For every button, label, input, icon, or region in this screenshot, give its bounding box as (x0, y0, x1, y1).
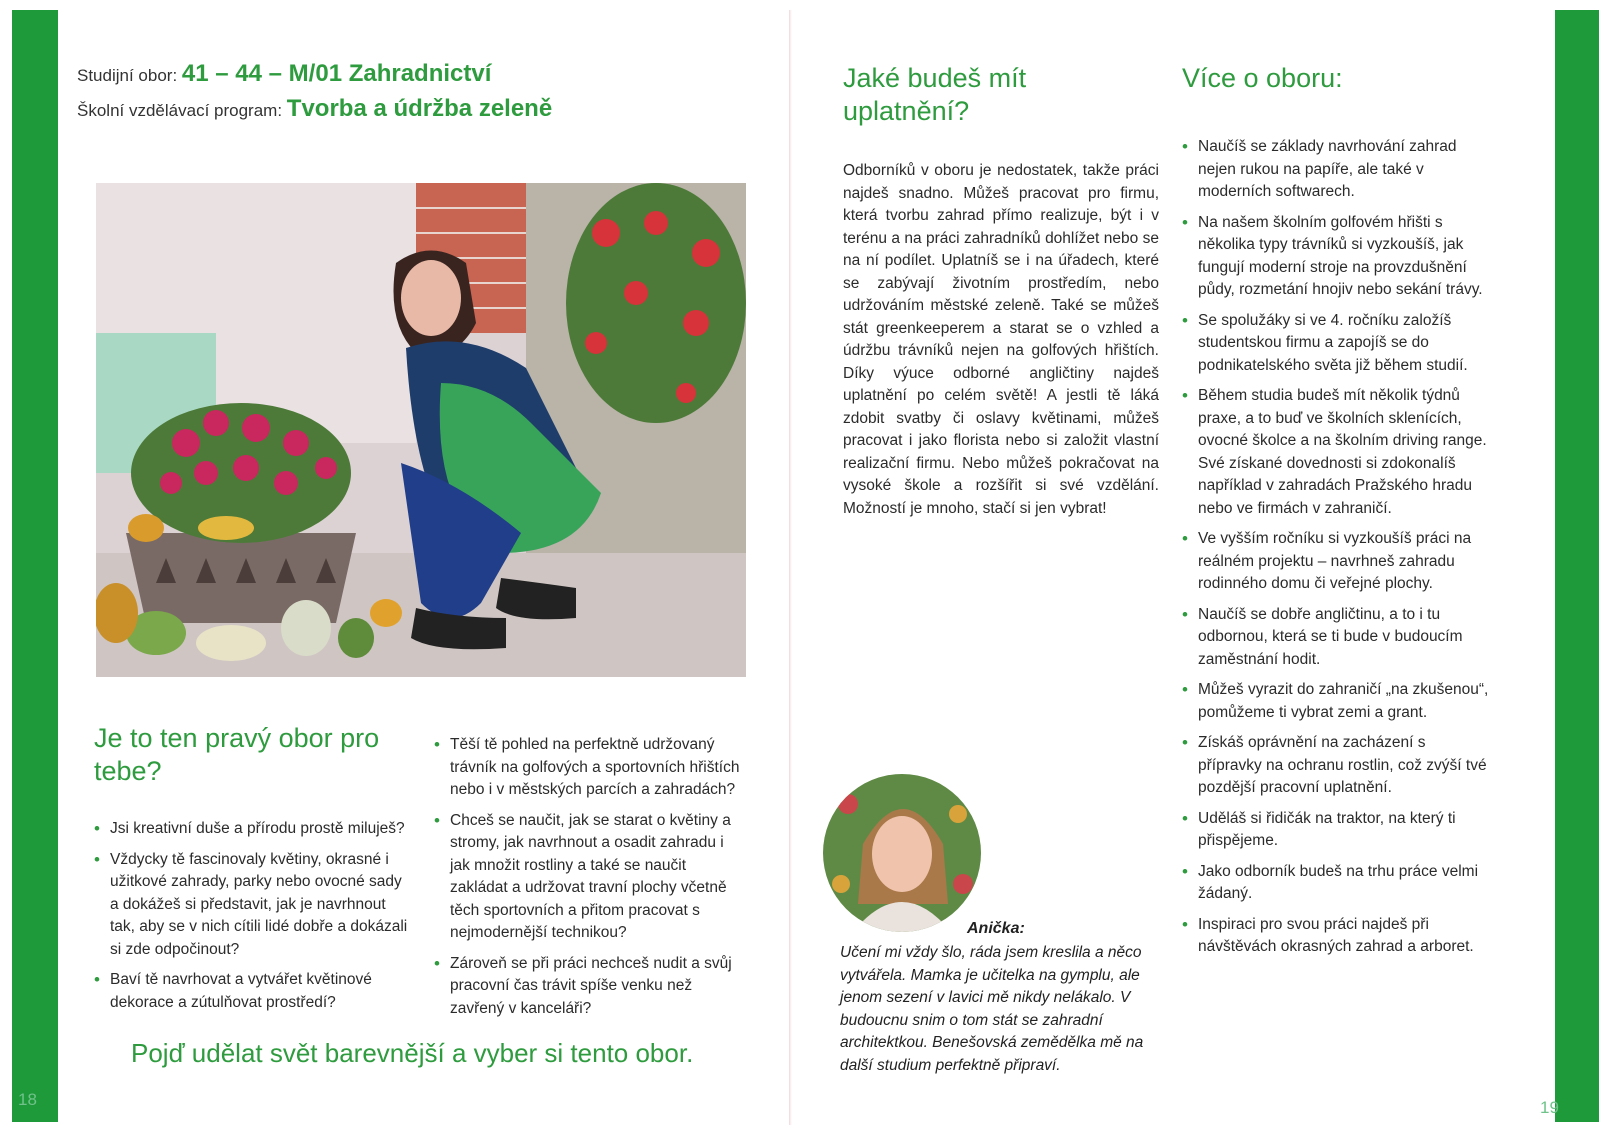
bullet-icon: • (94, 819, 100, 838)
list-item: • Zároveň se při práci nechceš nudit a svůj pracovní čas trávit spíše venku než zavřený v kanceláři? (434, 953, 732, 1017)
list-item: • Inspiraci pro svou práci najdeš při návštěvách okrasných zahrad a arboret. (1182, 914, 1474, 955)
student-quote: Učení mi vždy šlo, ráda jsem kreslila a něco vytvářela. Mamka je učitelka na gymplu, ale jenom sezení v lavici mě nikdy nelákalo. V budoucnu snim o tom stát se zahradní architektkou. Benešovská zemědělka mě na další studium perfektně připraví. (840, 944, 1144, 1074)
study-field-line (77, 60, 491, 88)
bullet-icon: • (1182, 914, 1188, 934)
list-item: • Jsi kreativní duše a přírodu prostě miluješ? (94, 818, 410, 841)
list-item: • Vždycky tě fascinovaly květiny, okrasné i užitkové zahrady, parky nebo ovocné sady a dokážeš si představit, jak je navrhnout tak, aby se v nich cítili lidé dobře a dokázali si zde odpočinout? (94, 849, 408, 958)
list-item: • Naučíš se základy navrhování zahrad nejen rukou na papíře, ale také v moderních softwarech. (1182, 137, 1457, 200)
bullet-icon: • (434, 810, 440, 830)
study-field-value: 41 – 44 – M/01 Zahradnictví (181, 60, 492, 87)
page-number-left: 18 (18, 1090, 37, 1109)
bullet-icon: • (1182, 604, 1188, 624)
list-item: • Na našem školním golfovém hřišti s několika typy trávníků si vyzkoušíš, jak fungují moderní stroje na provzdušnění půdy, rozmetání hnojiv nebo sekání trávy. (1182, 212, 1483, 298)
bullet-icon: • (1182, 386, 1188, 405)
more-about-list (1182, 136, 1492, 967)
bullet-icon: • (94, 970, 100, 989)
suitability-heading: Je to ten pravý obor pro tebe? (94, 723, 380, 786)
school-program-value: Tvorba a údržba zeleně (286, 95, 553, 122)
list-item: • Těší tě pohled na perfektně udržovaný trávník na golfových a sportovních hřištích nebo i v městských parcích a zahradách? (434, 735, 740, 798)
list-item: • Jako odborník budeš na trhu práce velmi žádaný. (1182, 861, 1479, 902)
career-heading: Jaké budeš mít uplatnění? (843, 63, 1027, 126)
bullet-icon: • (434, 735, 440, 754)
gardener-photo (96, 183, 746, 677)
bullet-icon: • (1182, 861, 1188, 881)
list-item: • Se spolužáky si ve 4. ročníku založíš studentskou firmu a zapojíš se do podnikatelského světa již během studií. (1182, 310, 1468, 374)
bullet-icon: • (1182, 680, 1188, 699)
left-page (0, 0, 792, 1131)
list-item: • Baví tě navrhovat a vytvářet květinové dekorace a zútulňovat prostředí? (94, 970, 372, 1011)
bullet-icon: • (434, 953, 440, 973)
right-green-bar (1555, 10, 1599, 1122)
left-green-bar (12, 10, 58, 1122)
bullet-icon: • (1182, 310, 1188, 330)
bullet-icon: • (1182, 733, 1188, 752)
list-item: • Ve vyšším ročníku si vyzkoušíš práci na reálném projektu – navrhneš zahradu rodinného domu či veřejné plochy. (1182, 529, 1472, 592)
school-program-line (77, 95, 552, 123)
student-portrait (823, 774, 981, 932)
more-about-heading: Více o oboru: (1182, 63, 1343, 93)
list-item: • Naučíš se dobře angličtinu, a to i tu odbornou, která se ti bude v budoucím zaměstnání hodit. (1182, 604, 1463, 668)
list-item: • Uděláš si řidičák na traktor, na který ti přispějeme. (1182, 808, 1456, 849)
list-item: • Můžeš vyrazit do zahraničí „na zkušenou“, pomůžeme ti vybrat zemi a grant. (1182, 680, 1489, 721)
bullet-icon: • (1182, 529, 1188, 548)
bullet-icon: • (94, 849, 100, 869)
call-to-action: Pojď udělat svět barevnější a vyber si tento obor. (131, 1038, 694, 1068)
school-program-label: Školní vzdělávací program: (77, 101, 283, 120)
bullet-icon: • (1182, 808, 1188, 828)
career-paragraph: Odborníků v oboru je nedostatek, takže práci najdeš snadno. Můžeš pracovat pro firmu, která tvorbu zahrad přímo realizuje, být i v terénu a na práci zahradníků dohlížet nebo se na ní podílet. Uplatníš se i na úřadech, které se zabývají životním prostředím, nebo udržováním městské zeleně. Také se můžeš stát greenkeeperem a starat se o vzhled a údržbu trávníků nejen na golfových hřištích. Díky výuce odborné angličtiny najdeš uplatnění po celém světě! A jestli tě láká zdobit svatby či oslavy květinami, můžeš pracovat i jako florista nebo si založit vlastní realizační firmu. Nebo můžeš pokračovat na vysoké škole a rozšířit si své vzdělání. Možností je mnoho, stačí si jen vybrat! (843, 162, 1159, 517)
suitability-list-col1 (94, 818, 410, 1022)
student-name: Anička: (967, 920, 1025, 937)
study-field-label: Studijní obor: (77, 66, 178, 85)
list-item: • Získáš oprávnění na zacházení s přípravky na ochranu rostlin, což zvýší tvé pozdější pracovní uplatnění. (1182, 733, 1487, 796)
bullet-icon: • (1182, 137, 1188, 156)
suitability-list-col2 (434, 734, 746, 1028)
page-number-right: 19 (1540, 1098, 1559, 1117)
list-item: • Chceš se naučit, jak se starat o květiny a stromy, jak navrhnout a osadit zahradu i jak množit rostliny a také se naučit zakládat a udržovat travní plochy včetně těch sportovních a přitom pracovat s nejmodernější technikou? (434, 810, 731, 941)
list-item: • Během studia budeš mít několik týdnů praxe, a to buď ve školních sklenících, ovocné školce a na školním driving range. Své získané dovednosti si zdokonalíš například v zahradách Pražského hradu nebo ve firmách v zahraničí. (1182, 386, 1487, 517)
bullet-icon: • (1182, 212, 1188, 232)
